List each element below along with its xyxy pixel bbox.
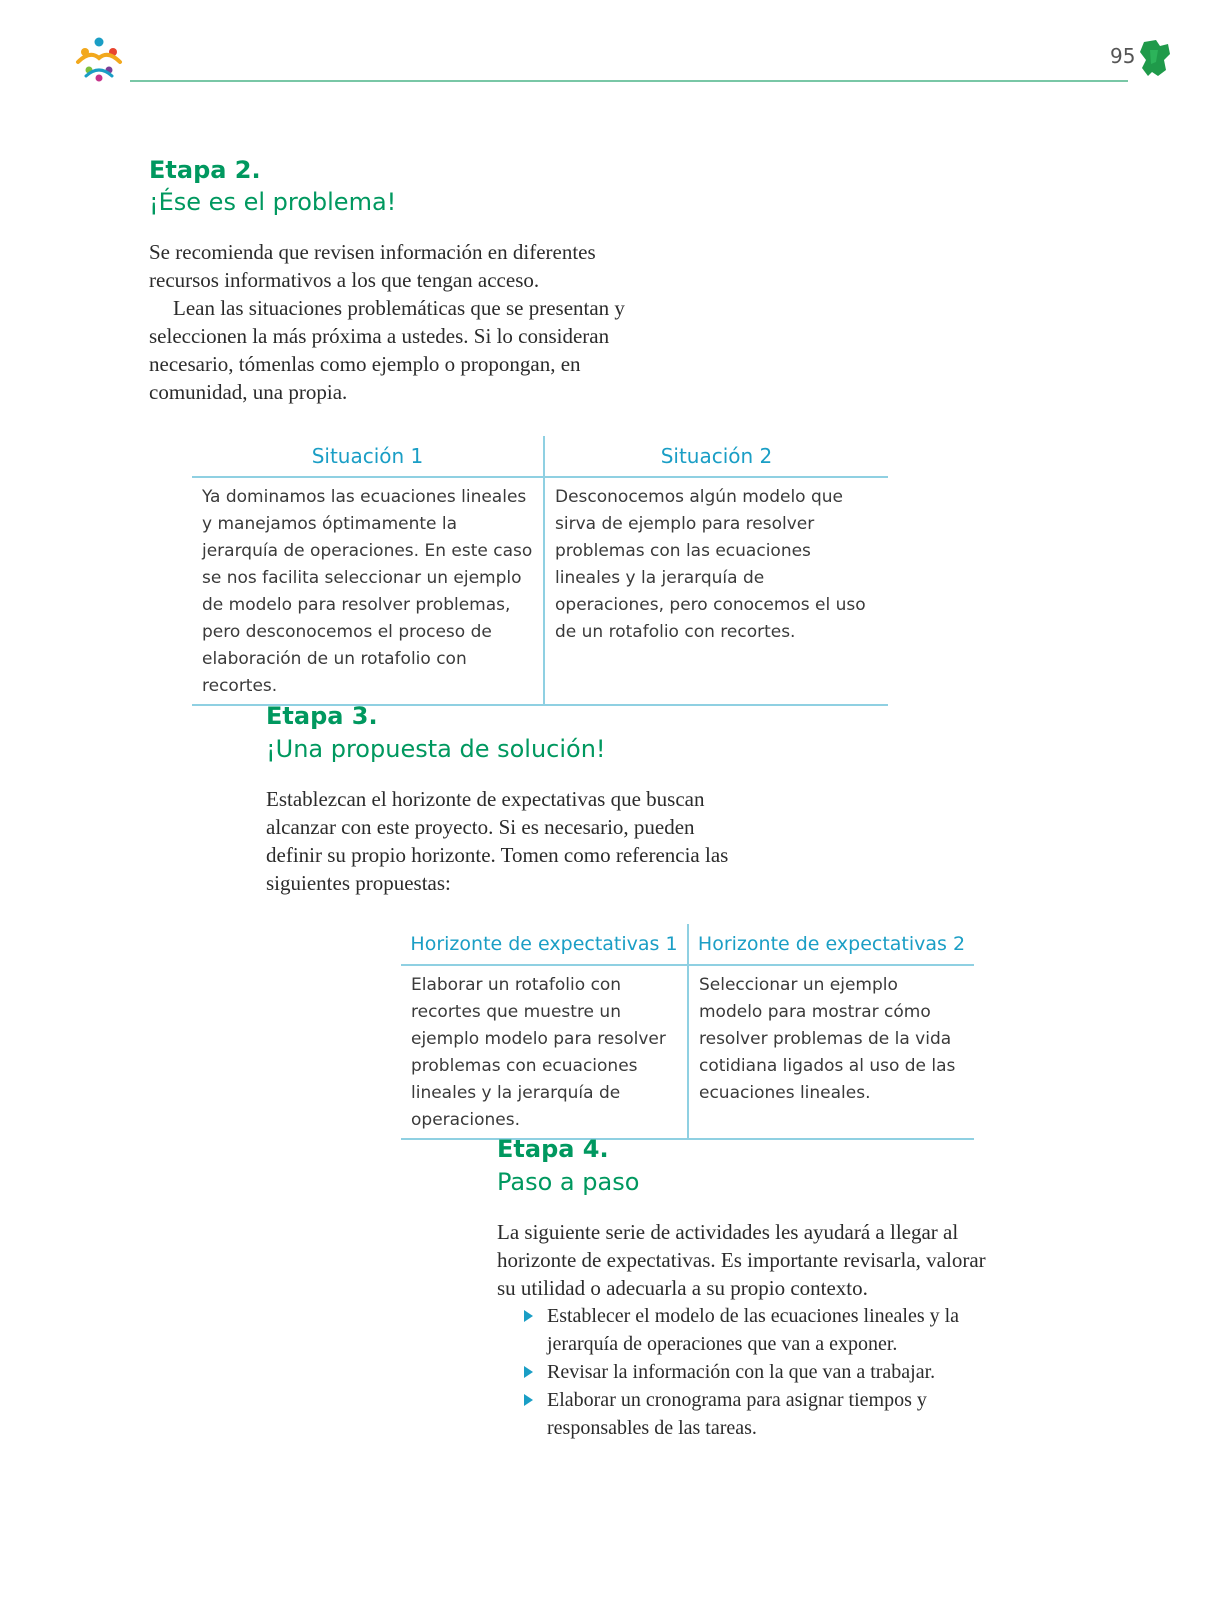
expectation-1-text: Elaborar un rotafolio con recortes que muestre un ejemplo modelo para resolver problemas con ecuaciones lineales y la jerarquía de operaciones. [401,965,688,1139]
stage-2-subtitle: ¡Ése es el problema! [149,188,397,216]
stage-3-title: Etapa 3. [266,702,378,730]
stage-4-subtitle: Paso a paso [497,1168,640,1196]
expectation-2-text: Seleccionar un ejemplo modelo para mostrar cómo resolver problemas de la vida cotidiana ligados al uso de las ecuaciones lineales. [688,965,974,1139]
expectation-2-header: Horizonte de expectativas 2 [688,924,974,965]
list-item: Establecer el modelo de las ecuaciones lineales y la jerarquía de operaciones que van a exponer. [522,1302,974,1358]
stage-3-subtitle: ¡Una propuesta de solución! [266,735,606,763]
situation-2-text: Desconocemos algún modelo que sirva de ejemplo para resolver problemas con las ecuaciones lineales y la jerarquía de operaciones, pero conocemos el uso de un rotafolio con recortes. [544,477,888,705]
stage-2-paragraph-1: Se recomienda que revisen información en diferentes recursos informativos a los que tengan acceso. [149,240,596,292]
table-row [192,477,888,705]
situation-2-header: Situación 2 [544,436,888,477]
expectations-table [401,924,974,1140]
stage-2-paragraph-2: Lean las situaciones problemáticas que se presentan y seleccionen la más próxima a ustedes. Si lo consideran necesario, tómenlas como ejemplo o propongan, en comunidad, una propia. [149,296,625,404]
situation-1-text: Ya dominamos las ecuaciones lineales y manejamos óptimamente la jerarquía de operaciones. En este caso se nos facilita seleccionar un ejemplo de modelo para resolver problemas, pero desconocemos el proceso de elaboración de un rotafolio con recortes. [192,477,544,705]
header-rule [130,80,1128,82]
triangle-bullet-icon [524,1394,533,1406]
expectation-1-header: Horizonte de expectativas 1 [401,924,688,965]
triangle-bullet-icon [524,1366,533,1378]
green-map-icon [1138,38,1172,78]
triangle-bullet-icon [524,1310,533,1322]
page-number: 95 [1110,44,1136,68]
stage-4-title: Etapa 4. [497,1135,609,1163]
stage-2-text [149,238,649,406]
table-header-row [192,436,888,477]
list-item: Elaborar un cronograma para asignar tiempos y responsables de las tareas. [522,1386,974,1442]
stage-3-paragraph: Establezcan el horizonte de expectativas que buscan alcanzar con este proyecto. Si es necesario, pueden definir su propio horizonte. Tomen como referencia las siguientes propuestas: [266,787,729,895]
list-item: Revisar la información con la que van a trabajar. [522,1358,974,1386]
stage-4-paragraph: La siguiente serie de actividades les ayudará a llegar al horizonte de expectativas. Es importante revisarla, valorar su utilidad o adecuarla a su propio contexto. [497,1220,986,1300]
steps-list [522,1302,974,1442]
situation-1-header: Situación 1 [192,436,544,477]
situations-table [192,436,888,706]
table-row [401,965,974,1139]
stage-2-title: Etapa 2. [149,156,261,184]
table-header-row [401,924,974,965]
colorful-figures-logo-icon [72,34,126,84]
